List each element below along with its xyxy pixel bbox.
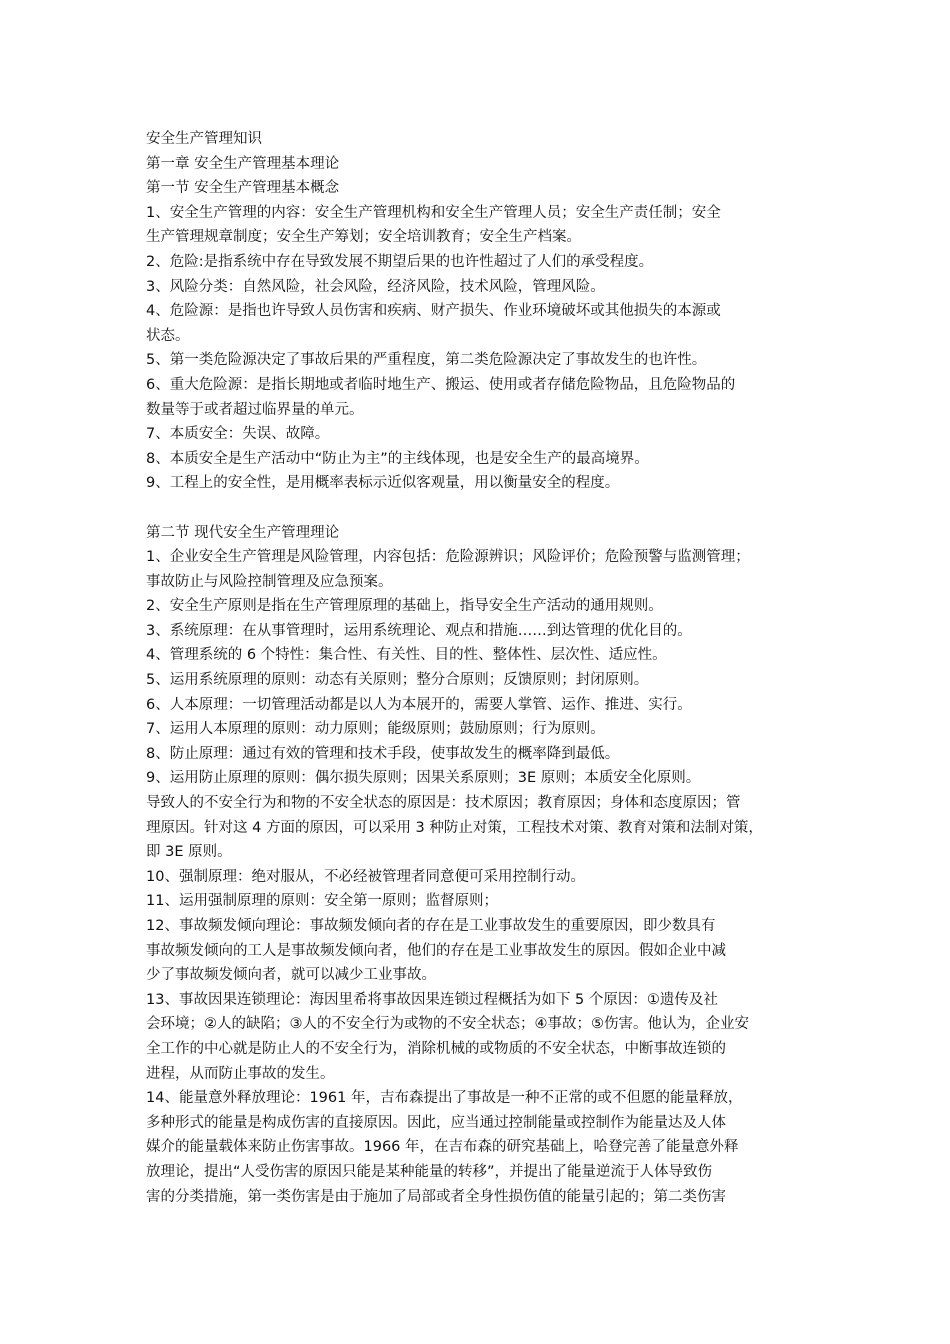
paragraph-line: 8、本质安全是生产活动中“防止为主”的主线体现，也是安全生产的最高境界。	[146, 450, 649, 467]
paragraph-line: 11、运用强制原理的原则：安全第一原则；监督原则；	[146, 893, 498, 910]
paragraph-line: 4、管理系统的 6 个特性：集合性、有关性、目的性、整体性、层次性、适应性。	[146, 647, 667, 664]
paragraph-line: 3、系统原理：在从事管理时，运用系统理论、观点和措施……到达管理的优化目的。	[146, 622, 692, 639]
blank-line	[146, 496, 814, 521]
paragraph-line: 14、能量意外释放理论：1961 年，吉布森提出了事故是一种不正常的或不但愿的能量释放，	[146, 1090, 743, 1107]
paragraph-line: 数量等于或者超过临界量的单元。	[146, 401, 364, 418]
paragraph-line: 10、强制原理：绝对服从，不必经被管理者同意便可采用控制行动。	[146, 868, 585, 885]
paragraph-line: 7、运用人本原理的原则：动力原则；能级原则；鼓励原则；行为原则。	[146, 721, 605, 738]
document-title: 安全生产管理知识	[146, 131, 262, 147]
document-body	[146, 127, 814, 1209]
paragraph-line: 生产管理规章制度；安全生产筹划；安全培训教育；安全生产档案。	[146, 229, 581, 246]
paragraph-line: 5、第一类危险源决定了事故后果的严重程度，第二类危险源决定了事故发生的也许性。	[146, 352, 707, 369]
paragraph-line: 进程，从而防止事故的发生。	[146, 1065, 335, 1082]
paragraph-line: 少了事故频发倾向者，就可以减少工业事故。	[146, 967, 436, 984]
paragraph-line: 会环境；②人的缺陷；③人的不安全行为或物的不安全状态；④事故；⑤伤害。他认为，企业安	[146, 1016, 749, 1033]
paragraph-line: 13、事故因果连锁理论：海因里希将事故因果连锁过程概括为如下 5 个原因：①遗传及社	[146, 991, 718, 1008]
section-heading: 第二节 现代安全生产管理理论	[146, 524, 340, 541]
paragraph-line: 8、防止原理：通过有效的管理和技术手段，使事故发生的概率降到最低。	[146, 745, 620, 762]
paragraph-line: 4、危险源：是指也许导致人员伤害和疾病、财产损失、作业环境破坏或其他损失的本源或	[146, 303, 721, 320]
paragraph-line: 理原因。针对这 4 方面的原因，可以采用 3 种防止对策，工程技术对策、教育对策和法制对策，	[146, 819, 763, 836]
paragraph-line: 1、安全生产管理的内容：安全生产管理机构和安全生产管理人员；安全生产责任制；安全	[146, 204, 721, 221]
paragraph-line: 6、重大危险源：是指长期地或者临时地生产、搬运、使用或者存储危险物品，且危险物品的	[146, 376, 736, 393]
paragraph-line: 害的分类措施，第一类伤害是由于施加了局部或者全身性损伤值的能量引起的；第二类伤害	[146, 1188, 726, 1205]
paragraph-line: 状态。	[146, 327, 190, 344]
paragraph-line: 3、风险分类：自然风险，社会风险，经济风险，技术风险，管理风险。	[146, 278, 605, 295]
chapter-heading: 第一章 安全生产管理基本理论	[146, 155, 340, 172]
paragraph-line: 多种形式的能量是构成伤害的直接原因。因此，应当通过控制能量或控制作为能量达及人体	[146, 1114, 726, 1131]
paragraph-line: 媒介的能量载体来防止伤害事故。1966 年，在吉布森的研究基础上，哈登完善了能量意外释	[146, 1139, 739, 1156]
section-heading: 第一节 安全生产管理基本概念	[146, 180, 340, 197]
paragraph-line: 12、事故频发倾向理论：事故频发倾向者的存在是工业事故发生的重要原因，即少数具有	[146, 918, 716, 934]
paragraph-line: 2、危险:是指系统中存在导致发展不期望后果的也许性超过了人们的承受程度。	[146, 253, 654, 270]
paragraph-line: 放理论，提出“人受伤害的原因只能是某种能量的转移”，并提出了能量逆流于人体导致伤	[146, 1163, 713, 1180]
paragraph-line: 事故频发倾向的工人是事故频发倾向者，他们的存在是工业事故发生的原因。假如企业中减	[146, 942, 726, 959]
paragraph-line: 9、工程上的安全性，是用概率表标示近似客观量，用以衡量安全的程度。	[146, 475, 620, 492]
paragraph-line: 7、本质安全：失误、故障。	[146, 426, 330, 443]
paragraph-line: 9、运用防止原理的原则：偶尔损失原则；因果关系原则；3E 原则；本质安全化原则。	[146, 770, 701, 787]
paragraph-line: 1、企业安全生产管理是风险管理，内容包括：危险源辨识；风险评价；危险预警与监测管理；	[146, 549, 750, 566]
paragraph-line: 导致人的不安全行为和物的不安全状态的原因是：技术原因；教育原因；身体和态度原因；管	[146, 795, 741, 812]
paragraph-line: 即 3E 原则。	[146, 844, 232, 861]
paragraph-line: 5、运用系统原理的原则：动态有关原则；整分合原则；反馈原则；封闭原则。	[146, 672, 649, 689]
paragraph-line: 6、人本原理：一切管理活动都是以人为本展开的，需要人掌管、运作、推进、实行。	[146, 696, 692, 713]
paragraph-line: 事故防止与风险控制管理及应急预案。	[146, 573, 393, 590]
paragraph-line: 全工作的中心就是防止人的不安全行为，消除机械的或物质的不安全状态，中断事故连锁的	[146, 1040, 726, 1057]
paragraph-line: 2、安全生产原则是指在生产管理原理的基础上，指导安全生产活动的通用规则。	[146, 598, 663, 615]
